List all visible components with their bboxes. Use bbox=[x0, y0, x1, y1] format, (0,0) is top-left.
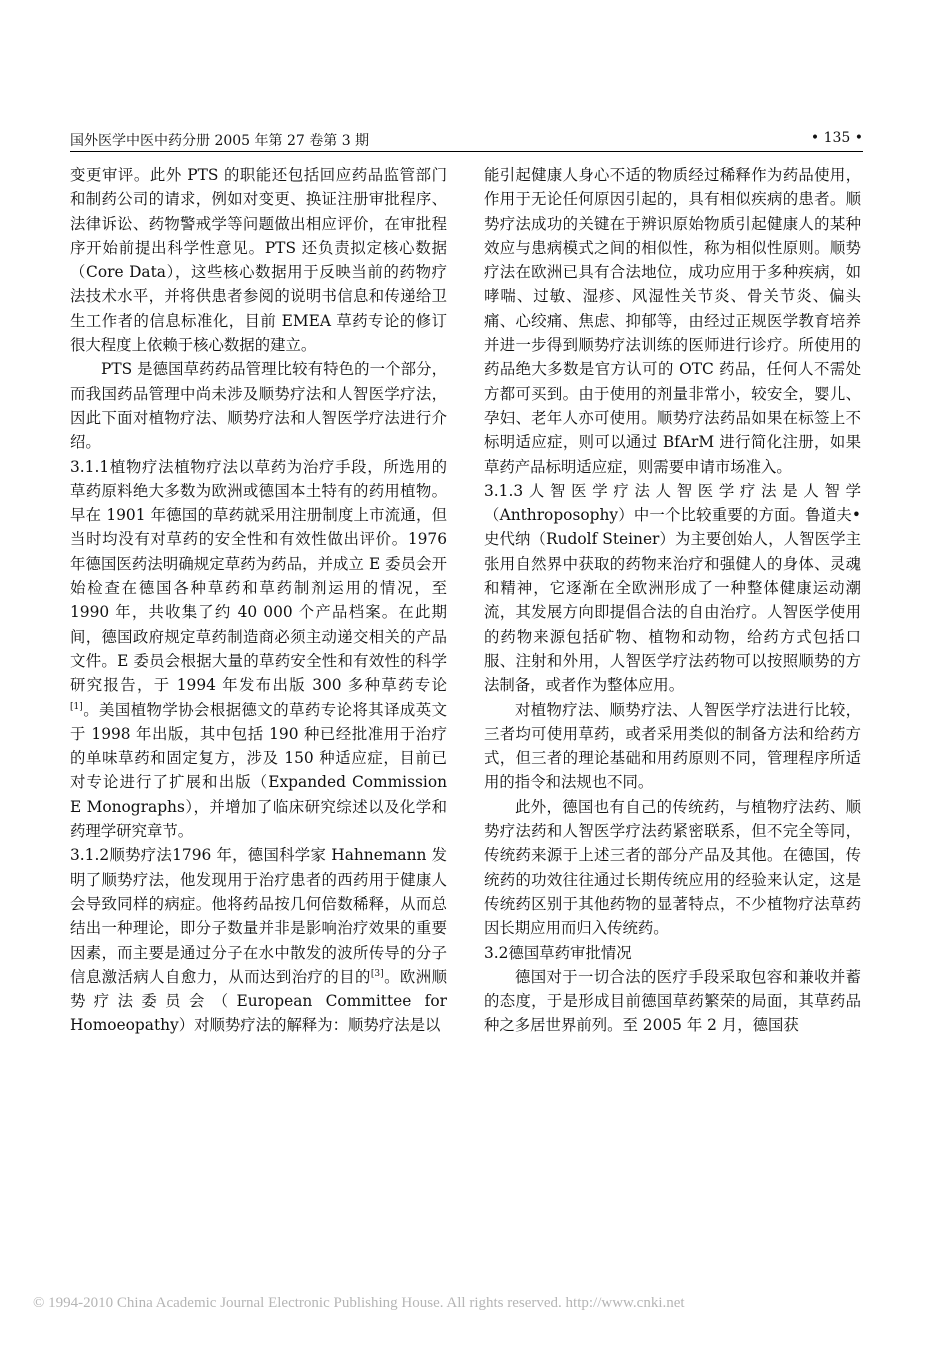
section-3-2 bbox=[484, 941, 861, 965]
section-number: 3.1.3 bbox=[484, 481, 524, 500]
section-text: 人智医学疗法是人智学（Anthroposophy）中一个比较重要的方面。鲁道夫•史代纳（Rudolf Steiner）为主要创始人，人智医学主张用自然界中获取的药物来治疗和强健人的身体、灵魂和精神，它逐渐在全欧洲形成了一种整体健康运动潮流，其发展方向即提倡合法的自由治疗。人智医学使用的药物来源包括矿物、植物和动物，给药方式包括口服、注射和外用，人智医学疗法药物可以按照顺势的方法制备，或者作为整体应用。 bbox=[484, 481, 861, 695]
paragraph: 对植物疗法、顺势疗法、人智医学疗法进行比较，三者均可使用草药，或者采用类似的制备方法和给药方式，但三者的理论基础和用药原则不同，管理程序所适用的指令和法规也不同。 bbox=[484, 700, 861, 792]
copyright-footer: © 1994-2010 China Academic Journal Electronic Publishing House. All rights reserved. http://www.cnki.net bbox=[33, 1295, 685, 1311]
section-number: 3.2 bbox=[484, 943, 509, 962]
citation-ref: [3] bbox=[370, 968, 384, 979]
section-text: 。欧洲顺势疗法委员会（European Committee for Homoeopathy）对顺势疗法的解释为：顺势疗法是以 bbox=[70, 967, 447, 1035]
section-text: 。美国植物学协会根据德文的草药专论将其译成英文于 1998 年出版，其中包括 190 种已经批准用于治疗的单味草药和固定复方，涉及 150 种适应症，目前已对专论进行了扩展和出版（Expanded Commission E Monographs），并增加了临床研究综述以及化学和药理学研究章节。 bbox=[70, 700, 447, 841]
section-number: 3.1.2 bbox=[70, 846, 110, 865]
section-title: 人智医学疗法 bbox=[523, 481, 656, 500]
section-title: 植物疗法 bbox=[109, 457, 175, 476]
section-3-1-1 bbox=[70, 455, 447, 844]
paragraph: 能引起健康人身心不适的物质经过稀释作为药品使用，作用于无论任何原因引起的，具有相似疾病的患者。顺势疗法成功的关键在于辨识原始物质引起健康人的某种效应与患病模式之间的相似性，称为相似性原则。顺势疗法在欧洲已具有合法地位，成功应用于多种疾病，如哮喘、过敏、湿疹、风湿性关节炎、骨关节炎、偏头痛、心绞痛、焦虑、抑郁等，由经过正规医学教育培养并进一步得到顺势疗法训练的医师进行诊疗。所使用的药品绝大多数是官方认可的 OTC 药品，任何人不需处方都可买到。由于使用的剂量非常小，较安全，婴儿、孕妇、老年人亦可使用。顺势疗法药品如果在标签上不标明适应症，则可以通过 BfArM 进行简化注册，如果草药产品标明适应症，则需要申请市场准入。 bbox=[484, 166, 861, 476]
section-3-1-2 bbox=[70, 843, 447, 1037]
paragraph: 此外，德国也有自己的传统药，与植物疗法药、顺势疗法药和人智医学疗法药紧密联系，但不完全等同，传统药来源于上述三者的部分产品及其他。在德国，传统药的功效往往通过长期传统应用的经验来认定，这是传统药区别于其他药物的显著特点，不少植物疗法草药因长期应用而归入传统药。 bbox=[484, 797, 861, 938]
section-text: 植物疗法以草药为治疗手段，所选用的草药原料绝大多数为欧洲或德国本土特有的药用植物。早在 1901 年德国的草药就采用注册制度上市流通，但当时均没有对草药的安全性和有效性做出评价。1976 年德国医药法明确规定草药为药品，并成立 E 委员会开始检查在德国各种草药和草药制剂运用的情况，至 1990 年，共收集了约 40 000 个产品档案。在此期间，德国政府规定草药制造商必须主动递交相关的产品文件。E 委员会根据大量的草药安全性和有效性的科学研究报告，于 1994 年发布出版 300 多种草药专论 bbox=[70, 457, 447, 695]
page-number: • 135 • bbox=[810, 130, 863, 146]
section-text: 1796 年，德国科学家 Hahnemann 发明了顺势疗法，他发现用于治疗患者的西药用于健康人会导致同样的病症。他将药品按几何倍数稀释，从而总结出一种理论，即分子数量并非是影响治疗效果的重要因素，而主要是通过分子在水中散发的波所传导的分子信息激活病人自愈力，从而达到治疗的目的 bbox=[70, 846, 447, 986]
header-rule bbox=[70, 151, 863, 152]
section-title: 顺势疗法 bbox=[109, 846, 173, 865]
section-title: 德国草药审批情况 bbox=[508, 943, 632, 962]
citation-ref: [1] bbox=[70, 701, 83, 712]
paragraph: 变更审评。此外 PTS 的职能还包括回应药品监管部门和制药公司的请求，例如对变更、换证注册审批程序、法律诉讼、药物警戒学等问题做出相应评价，在审批程序开始前提出科学性意见。PTS 还负责拟定核心数据（Core Data），这些核心数据用于反映当前的药物疗法技术水平，并将供患者参阅的说明书信息和传递给卫生工作者的信息标准化，目前 EMEA 草药专论的修订很大程度上依赖于核心数据的建立。 bbox=[70, 166, 447, 355]
paragraph: 德国对于一切合法的医疗手段采取包容和兼收并蓄的态度，于是形成目前德国草药繁荣的局面，其草药品种之多居世界前列。至 2005 年 2 月，德国获 bbox=[484, 967, 861, 1035]
left-column bbox=[70, 163, 447, 1038]
paragraph: PTS 是德国草药药品管理比较有特色的一个部分，而我国药品管理中尚未涉及顺势疗法和人智医学疗法，因此下面对植物疗法、顺势疗法和人智医学疗法进行介绍。 bbox=[70, 360, 447, 452]
section-number: 3.1.1 bbox=[70, 457, 110, 476]
journal-title: 国外医学中医中药分册 2005 年第 27 卷第 3 期 bbox=[70, 133, 370, 149]
right-column bbox=[484, 163, 861, 1038]
running-header bbox=[70, 130, 863, 150]
section-3-1-3 bbox=[484, 479, 861, 698]
